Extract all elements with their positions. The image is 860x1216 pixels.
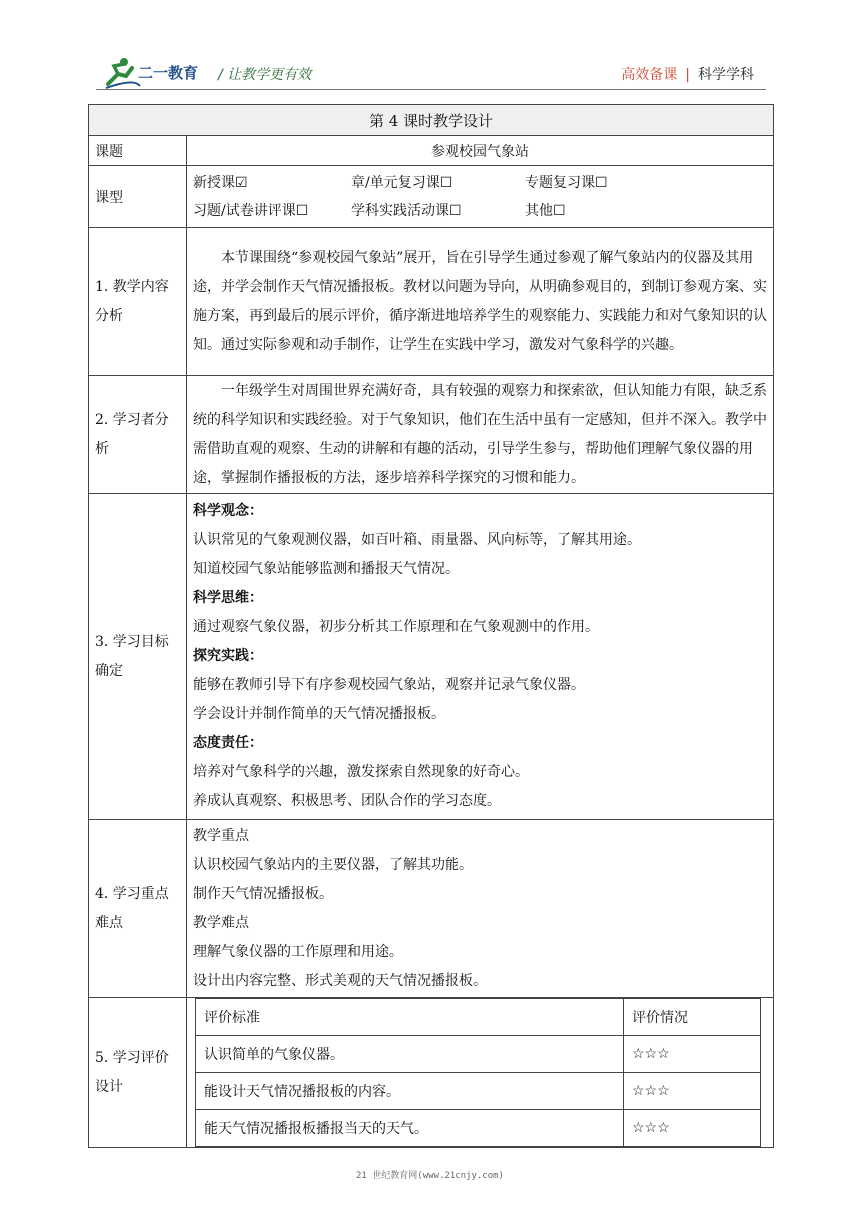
section-4-label: 4. 学习重点难点 [89,820,187,998]
focus-item: 制作天气情况播报板。 [193,885,333,902]
goal-item: 认识常见的气象观测仪器，如百叶箱、雨量器、风向标等，了解其用途。 [193,532,641,548]
eval-rating-stars[interactable]: ☆☆☆ [624,1110,761,1147]
goal-item: 培养对气象科学的兴趣，激发探索自然现象的好奇心。 [193,764,529,780]
brand-slogan: / 让教学更有效 [218,67,312,83]
difficulty-heading: 教学难点 [193,914,249,931]
goal-item: 能够在教师引导下有序参观校园气象站，观察并记录气象仪器。 [193,677,585,693]
eval-rating-stars[interactable]: ☆☆☆ [624,1036,761,1073]
header-separator: | [685,67,690,83]
goal-item: 学会设计并制作简单的天气情况播报板。 [193,706,445,722]
type-option[interactable]: 学科实践活动课☐ [351,202,462,219]
goal-item: 通过观察气象仪器，初步分析其工作原理和在气象观测中的作用。 [193,619,599,635]
eval-criterion: 认识简单的气象仪器。 [196,1036,624,1073]
section-1-content: 本节课围绕“参观校园气象站”展开，旨在引导学生通过参观了解气象站内的仪器及其用途，并学会制作天气情况播报板。教材以问题为导向，从明确参观目的，到制订参观方案、实施方案，再到最后的展示评价，循序渐进地培养学生的观察能力、实践能力和对气象知识的认知。通过实际参观和动手制作，让学生在实践中学习，激发对气象科学的兴趣。 [187,228,774,376]
section-2-content: 一年级学生对周围世界充满好奇，具有较强的观察力和探索欲，但认知能力有限，缺乏系统的科学知识和实践经验。对于气象知识，他们在生活中虽有一定感知，但并不深入。教学中需借助直观的观察、生动的讲解和有趣的活动，引导学生参与，帮助他们理解气象仪器的用途，掌握制作播报板的方法，逐步培养科学探究的习惯和能力。 [187,376,774,494]
header-tag-prep: 高效备课 [621,67,678,83]
focus-item: 认识校园气象站内的主要仪器，了解其功能。 [193,856,473,873]
page-header [0,0,860,100]
type-option[interactable]: 专题复习课☐ [525,174,608,191]
goal-heading: 态度责任： [193,735,263,751]
table-title: 第 4 课时教学设计 [89,105,774,136]
goal-item: 知道校园气象站能够监测和播报天气情况。 [193,561,459,577]
section-3-label: 3. 学习目标确定 [89,494,187,820]
lesson-design-table [88,104,774,1148]
topic-value: 参观校园气象站 [187,136,774,166]
section-5-label: 5. 学习评价设计 [89,998,187,1148]
eval-rating-stars[interactable]: ☆☆☆ [624,1073,761,1110]
header-tag-subject: 科学学科 [698,67,754,83]
eval-criterion: 能天气情况播报板播报当天的天气。 [196,1110,624,1147]
header-right [621,64,754,84]
page-footer: 21 世纪教育网(www.21cnjy.com) [356,1171,504,1181]
type-label: 课型 [89,166,187,228]
section-2-label: 2. 学习者分析 [89,376,187,494]
goal-heading: 科学观念： [193,503,263,519]
table-row [196,1036,761,1073]
evaluation-table [195,998,761,1147]
section-1-label: 1. 教学内容分析 [89,228,187,376]
section-3-content [187,494,774,820]
type-option[interactable]: 其他☐ [525,202,566,219]
goal-heading: 科学思维： [193,590,263,606]
focus-heading: 教学重点 [193,827,249,844]
section-4-content [187,820,774,998]
table-row [196,1110,761,1147]
difficulty-item: 理解气象仪器的工作原理和用途。 [193,943,403,960]
section-5-content [187,998,774,1148]
type-option[interactable]: 习题/试卷讲评课☐ [193,202,309,219]
type-option[interactable]: 章/单元复习课☐ [351,174,453,191]
goal-heading: 探究实践： [193,648,263,664]
eval-criterion: 能设计天气情况播报板的内容。 [196,1073,624,1110]
table-row [196,1073,761,1110]
table-row [196,999,761,1036]
eval-header-criteria: 评价标准 [196,999,624,1036]
type-option[interactable]: 新授课☑ [193,174,248,191]
header-divider [96,89,766,90]
difficulty-item: 设计出内容完整、形式美观的天气情况播报板。 [193,972,487,989]
topic-label: 课题 [89,136,187,166]
lesson-type-options [187,166,774,228]
eval-header-status: 评价情况 [624,999,761,1036]
goal-item: 养成认真观察、积极思考、团队合作的学习态度。 [193,793,501,809]
brand-name: 二一教育 [138,64,199,82]
